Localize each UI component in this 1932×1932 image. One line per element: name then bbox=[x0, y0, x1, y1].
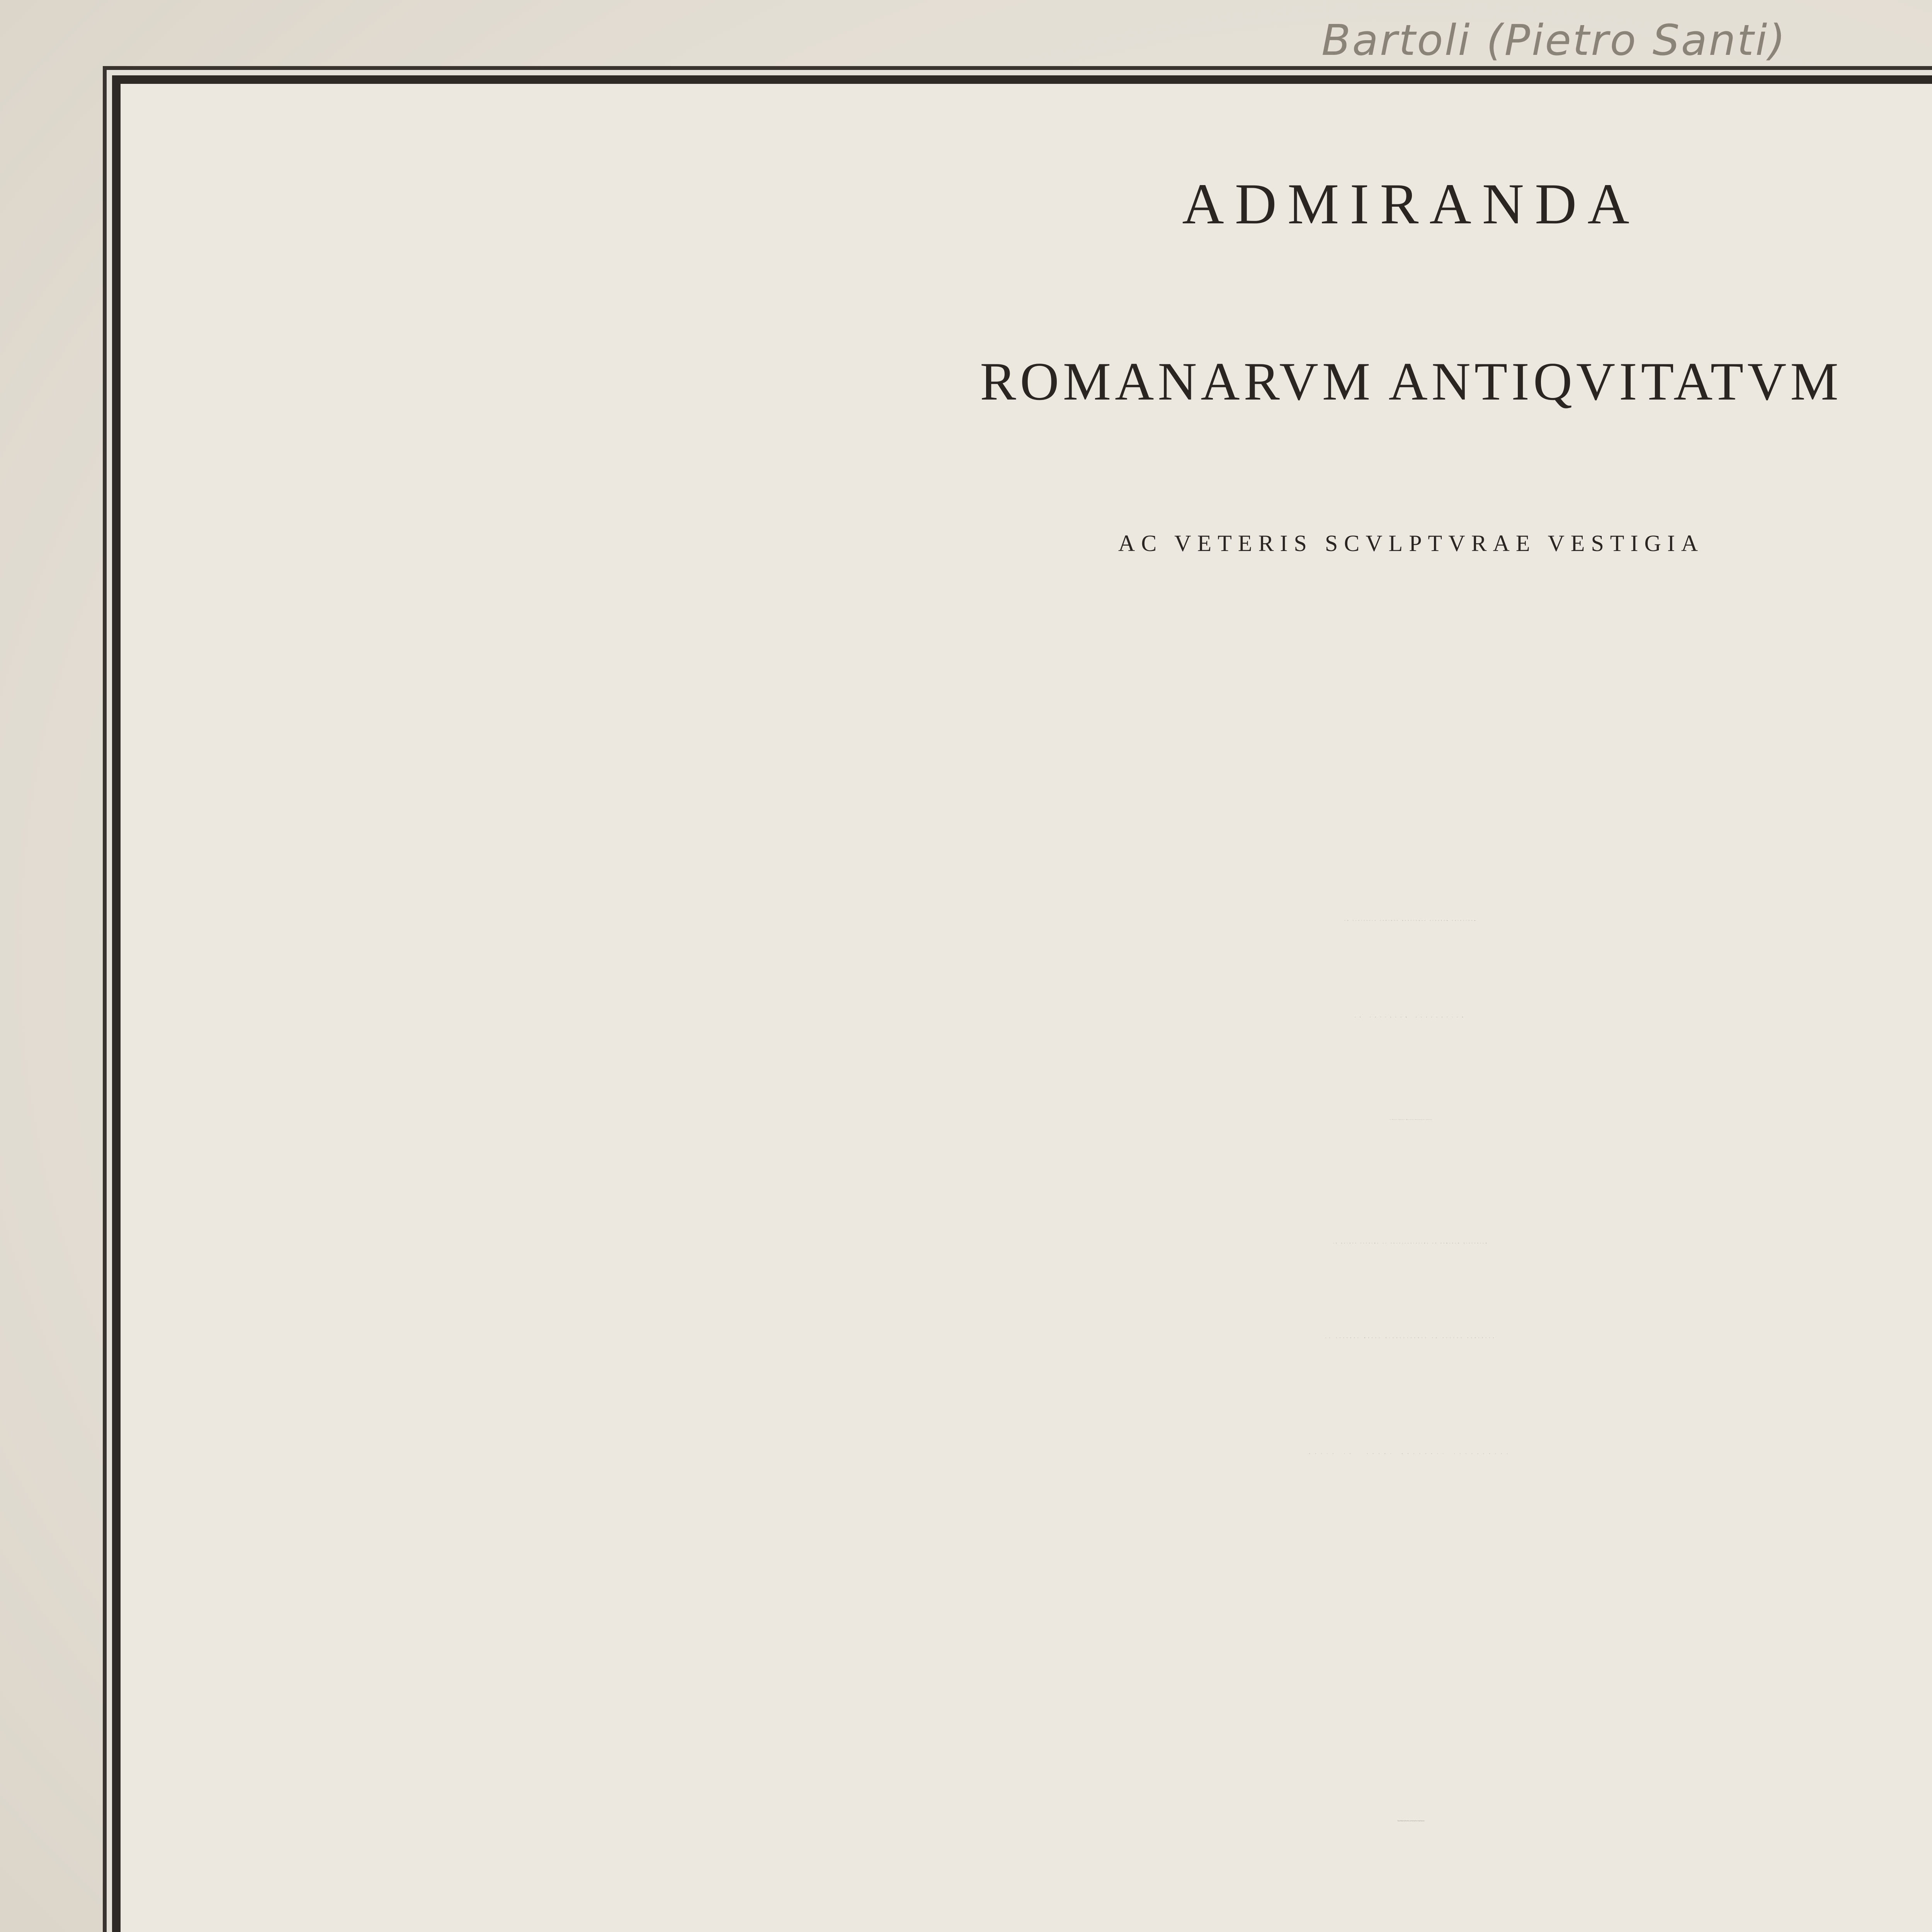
title-line-9: IN QVIBVS PLVRIMA AC PRAECLARISSIMA AD ROMANAM HISTORIAM bbox=[1333, 1243, 1489, 1244]
title-line-6: IN CAPITOLIO AEDIBVS HORTISQVE VIRORVM PRINCIPVM bbox=[1345, 920, 1478, 921]
title-line-7: AD ANTIQVAM ELEGANTIAM bbox=[1355, 1017, 1468, 1018]
title-line-3: AC VETERIS SCVLPTVRAE VESTIGIA bbox=[1118, 531, 1704, 556]
title-line-1: ADMIRANDA bbox=[1182, 172, 1640, 236]
title-line-2: ROMANARVM ANTIQVITATVM bbox=[980, 352, 1842, 412]
author-line: a Petro Sancti Bartolo delineata incisa bbox=[1390, 1119, 1432, 1120]
engraved-plate-frame bbox=[112, 75, 1932, 1932]
pencil-annotation-top: Bartoli (Pietro Santi) bbox=[1321, 15, 1787, 65]
